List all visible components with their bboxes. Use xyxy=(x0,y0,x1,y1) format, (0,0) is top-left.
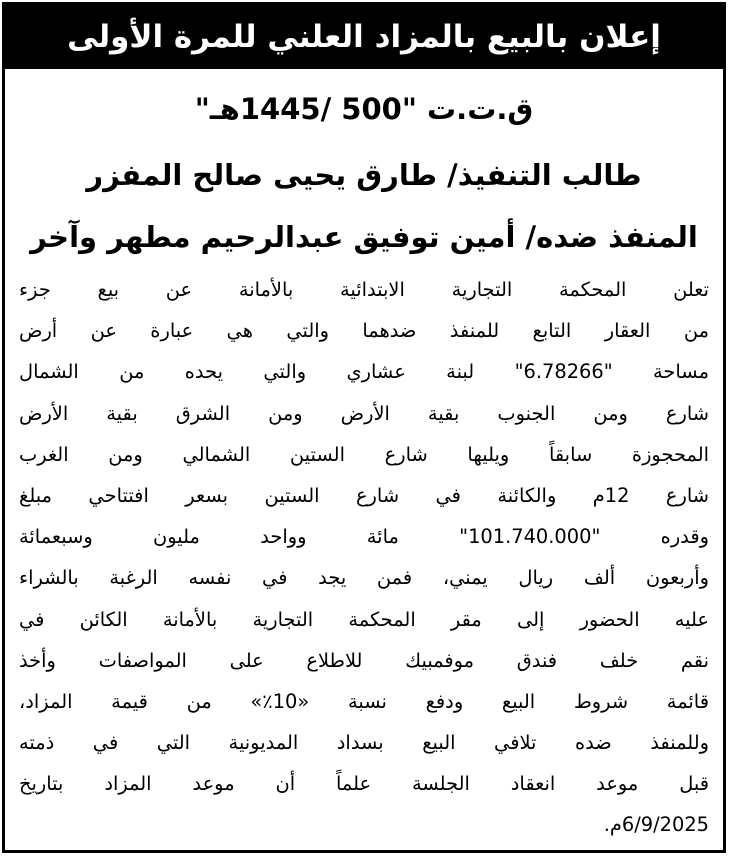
body-line: عليه الحضور إلى مقر المحكمة التجارية بالأمانة الكائن في xyxy=(19,607,709,631)
body-line: نقم خلف فندق موفمبيك للاطلاع على المواصفات وأخذ xyxy=(19,648,709,672)
notice-body xyxy=(19,269,709,846)
auction-notice xyxy=(2,2,726,853)
case-number: ق.ت.ت "500 /1445هـ" xyxy=(194,92,534,126)
body-line: المحجوزة سابقاً ويليها شارع الستين الشمالي ومن الغرب xyxy=(19,442,709,466)
body-line: قائمة شروط البيع ودفع نسبة «10٪» من قيمة المزاد، xyxy=(19,689,709,713)
body-line: وللمنفذ ضده تلافي البيع بسداد المديونية التي في ذمته xyxy=(19,731,709,755)
notice-title: إعلان بالبيع بالمزاد العلني للمرة الأولى xyxy=(67,19,661,55)
body-line: قبل موعد انعقاد الجلسة علماً أن موعد المزاد بتاريخ xyxy=(19,772,709,796)
applicant-line: طالب التنفيذ/ طارق يحيى صالح المفزر xyxy=(86,158,642,192)
body-line: وقدره "101.740.000" مائة وواحد مليون وسبعمائة xyxy=(19,525,709,549)
body-line: وأربعون ألف ريال يمني، فمن يجد في نفسه الرغبة بالشراء xyxy=(19,566,709,590)
body-line: تعلن المحكمة التجارية الابتدائية بالأمانة عن بيع جزء xyxy=(19,278,709,301)
respondent-line: المنفذ ضده/ أمين توفيق عبدالرحيم مطهر وآخر xyxy=(30,220,698,254)
body-line: من العقار التابع للمنفذ ضدهما والتي هي عبارة عن أرض xyxy=(19,319,709,343)
body-line: مساحة "6.78266" لبنة عشاري والتي يحده من الشمال xyxy=(19,360,709,384)
title-bar xyxy=(5,5,723,69)
body-line: شارع ومن الجنوب بقية الأرض ومن الشرق بقية الأرض xyxy=(19,401,709,425)
body-line: شارع 12م والكائنة في شارع الستين بسعر افتتاحي مبلغ xyxy=(19,483,709,507)
auction-date-line: 6/9/2025م. xyxy=(603,813,709,837)
